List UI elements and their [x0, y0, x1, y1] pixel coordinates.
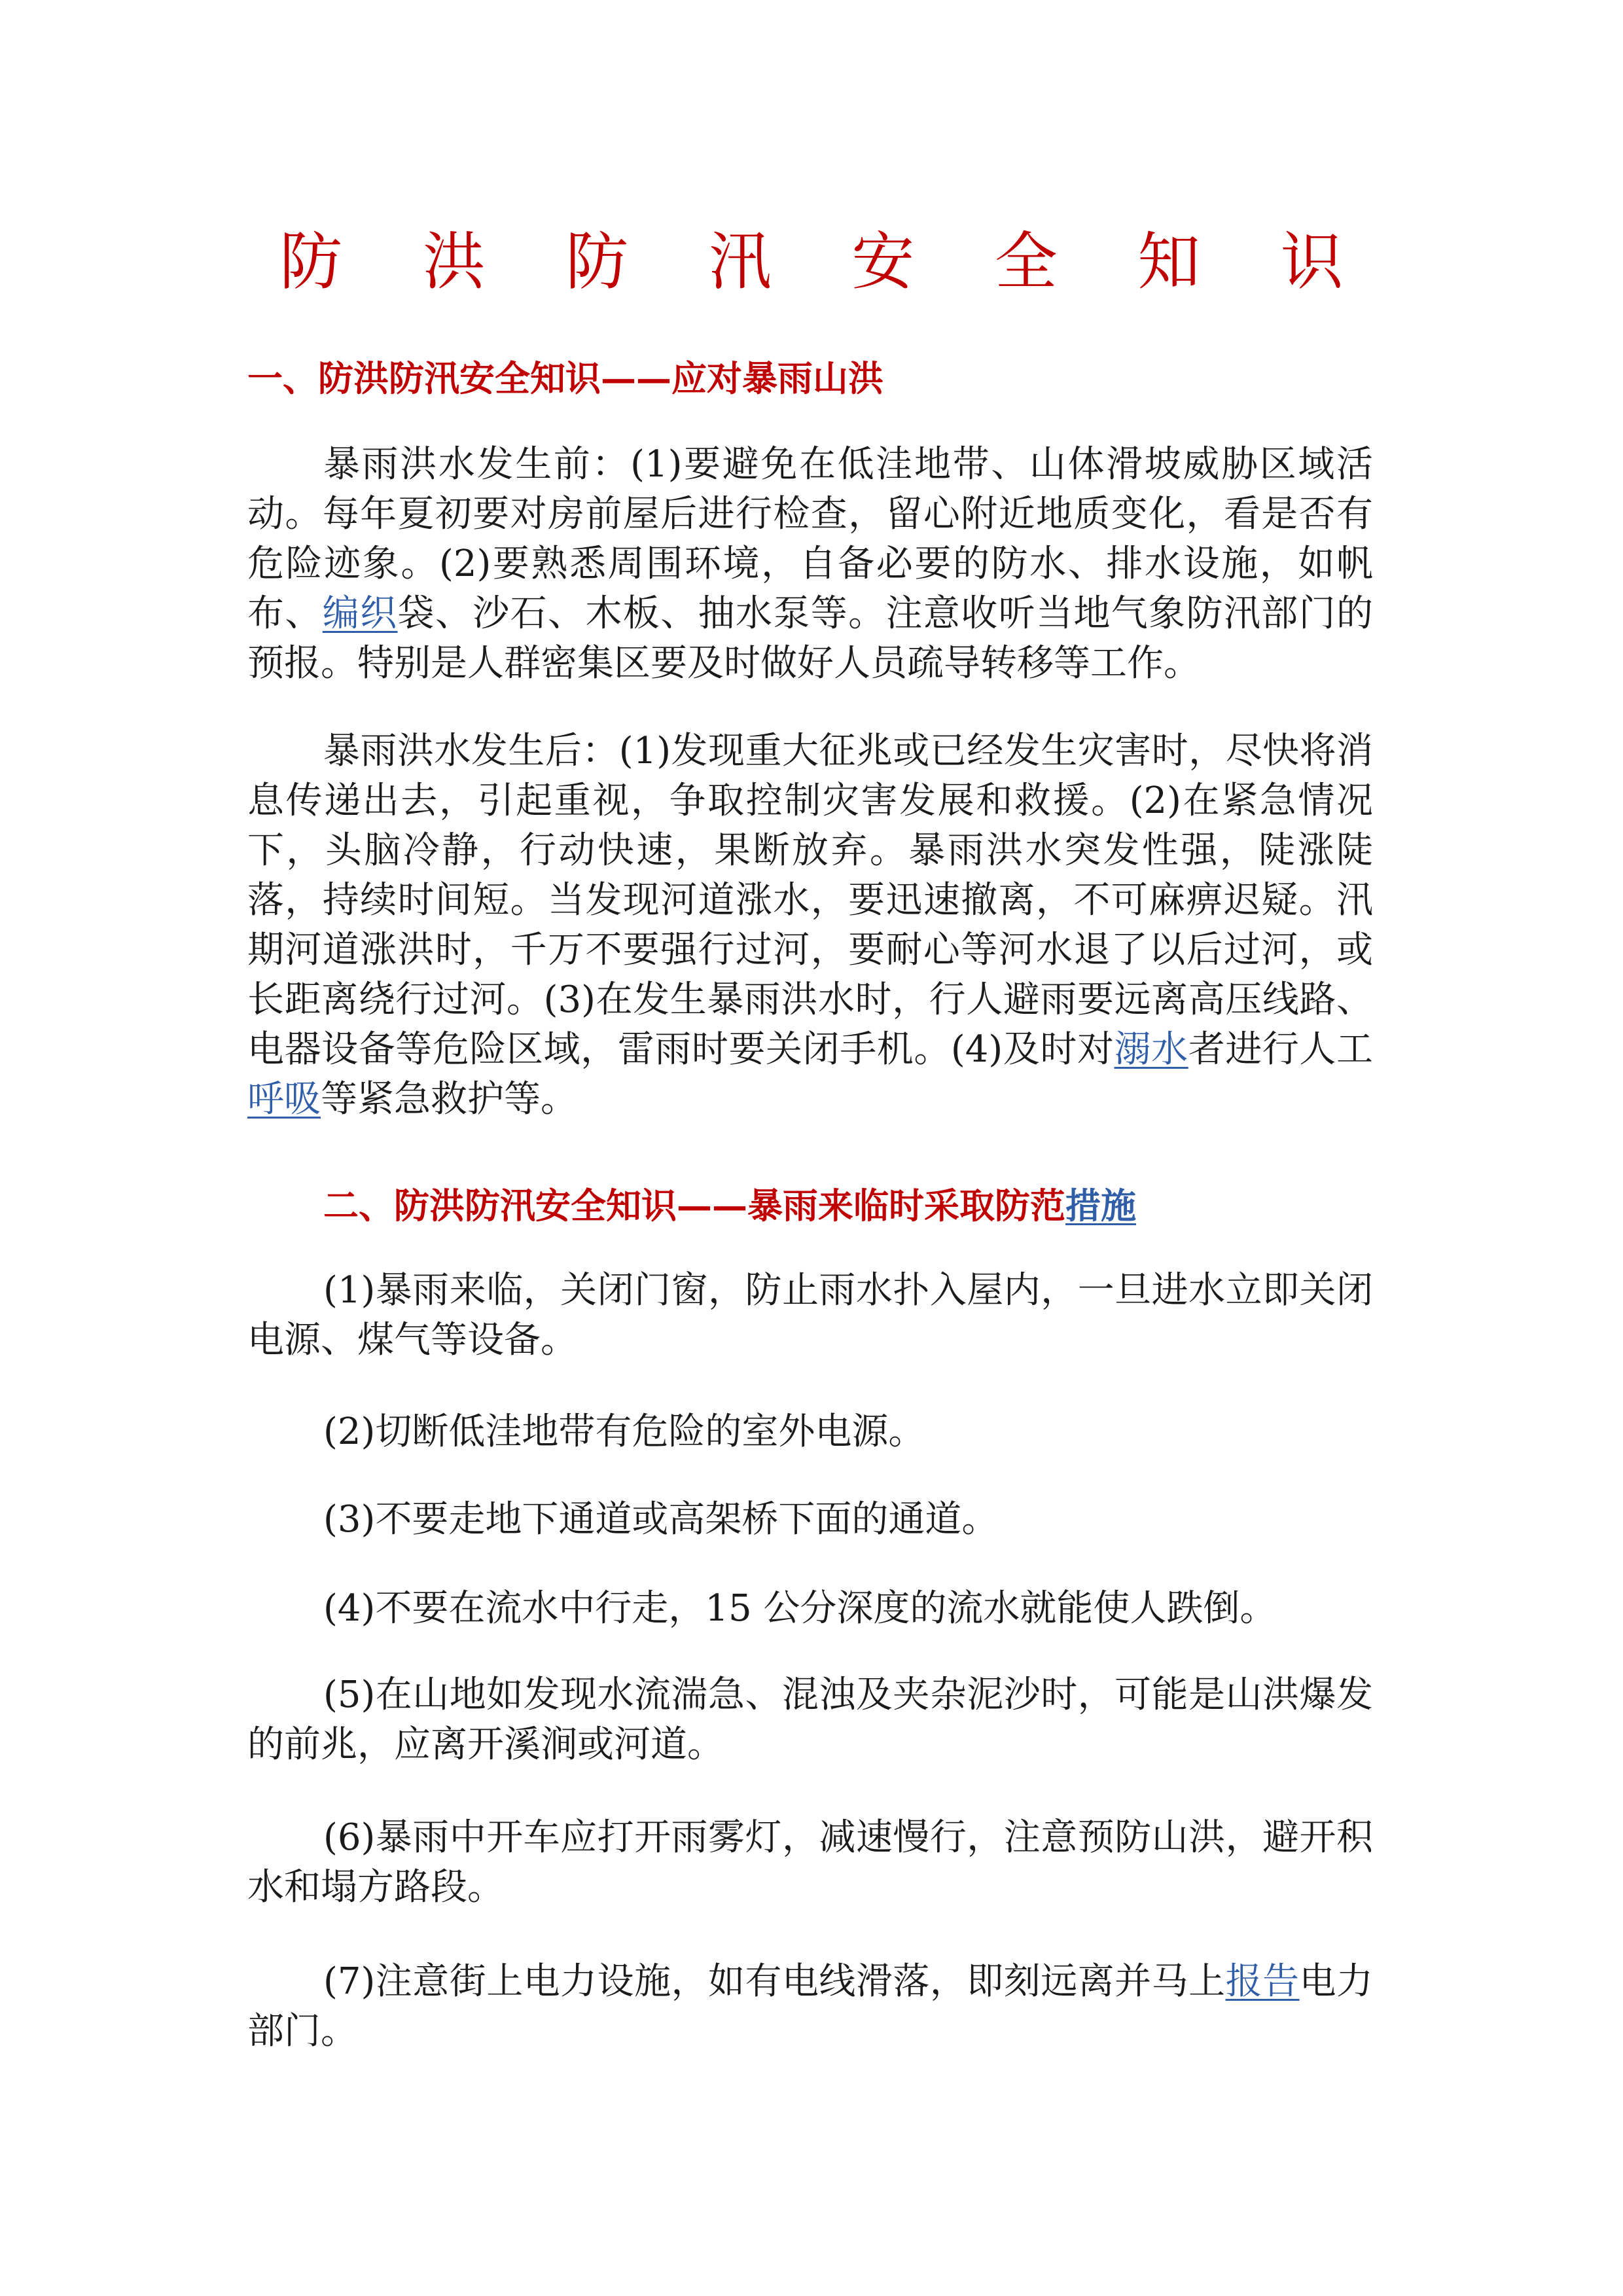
paragraph-text: 者进行人工 — [1188, 1028, 1374, 1071]
list-item-1: (1)暴雨来临，关闭门窗，防止雨水扑入屋内，一旦进水立即关闭电源、煤气等设备。 — [247, 1269, 1373, 1361]
section1-heading: 一、防洪防汛安全知识——应对暴雨山洪 — [247, 357, 883, 399]
paragraph-text: 袋、沙石、木板、抽水泵等。注意收听当地气象防汛部门的预报。特别是人群密集区要及时做好人员疏导转移等工作。 — [247, 592, 1374, 685]
section1-paragraph-before — [247, 440, 1373, 689]
link-cuoshi[interactable]: 措施 — [1065, 1185, 1136, 1227]
paragraph-text: 暴雨洪水发生前：(1)要避免在低洼地带、山体滑坡威胁区域活动。每年夏初要对房前屋后进行检查，留心附近地质变化，看是否有危险迹象。(2)要熟悉周围环境，自备必要的防水、排水设施，如帆布、 — [247, 443, 1373, 635]
link-nishui[interactable]: 溺水 — [1114, 1028, 1188, 1071]
paragraph-text: 等紧急救护等。 — [321, 1078, 577, 1121]
paragraph-text: 暴雨洪水发生后：(1)发现重大征兆或已经发生灾害时，尽快将消息传递出去，引起重视，争取控制灾害发展和救援。(2)在紧急情况下，头脑冷静，行动快速，果断放弃。暴雨洪水突发性强，陡涨陡落，持续时间短。当发现河道涨水，要迅速撤离，不可麻痹迟疑。汛期河道涨洪时，千万不要强行过河，要耐心等河水退了以后过河，或长距离绕行过河。(3)在发生暴雨洪水时，行人避雨要远离高压线路、电器设备等危险区域，雷雨时要关闭手机。(4)及时对 — [247, 730, 1373, 1071]
document-title: 防 洪 防 汛 安 全 知 识 — [279, 225, 1374, 298]
section2-heading-text: 二、防洪防汛安全知识——暴雨来临时采取防范 — [323, 1185, 1065, 1227]
list-item-7 — [247, 1957, 1373, 2056]
list-item-2: (2)切断低洼地带有危险的室外电源。 — [323, 1410, 925, 1453]
list-item-5: (5)在山地如发现水流湍急、混浊及夹杂泥沙时，可能是山洪爆发的前兆，应离开溪涧或河道。 — [247, 1674, 1373, 1766]
paragraph-text: 电力部门。 — [247, 1960, 1374, 2053]
link-huxi[interactable]: 呼吸 — [247, 1078, 321, 1121]
section1-paragraph-after — [247, 726, 1373, 1124]
list-item-4: (4)不要在流水中行走，15 公分深度的流水就能使人跌倒。 — [323, 1587, 1277, 1630]
section2-heading — [323, 1181, 1136, 1230]
list-item-3: (3)不要走地下通道或高架桥下面的通道。 — [323, 1498, 999, 1541]
link-baogao[interactable]: 报告 — [1225, 1960, 1300, 2003]
paragraph-text: (7)注意街上电力设施，如有电线滑落，即刻远离并马上 — [323, 1960, 1226, 2003]
link-bianzhi[interactable]: 编织 — [322, 592, 398, 635]
list-item-6: (6)暴雨中开车应打开雨雾灯，减速慢行，注意预防山洪，避开积水和塌方路段。 — [247, 1816, 1373, 1909]
